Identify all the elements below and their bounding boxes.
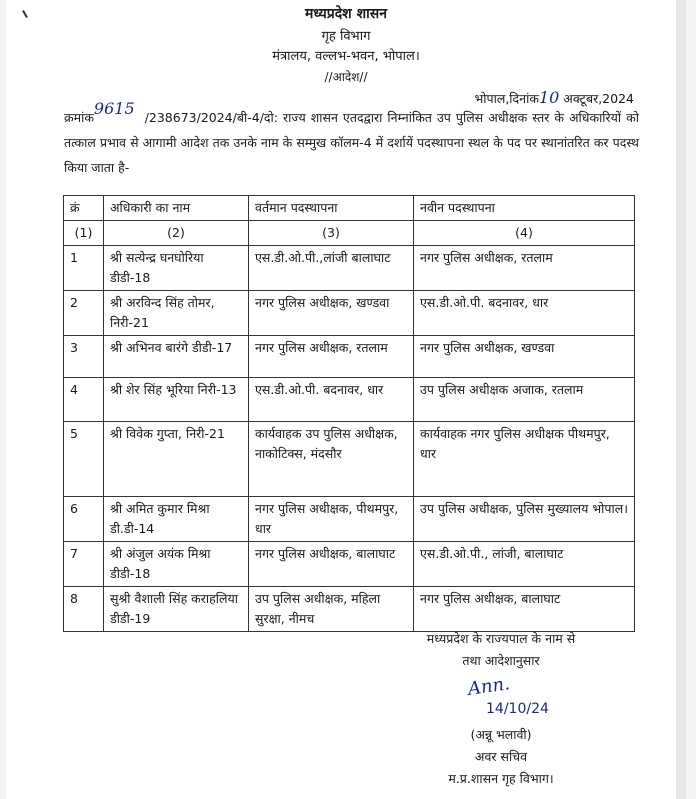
serial-cell: 4 xyxy=(64,378,104,422)
government-heading: मध्यप्रदेश शासन xyxy=(305,6,387,22)
date-prefix: भोपाल,दिनांक xyxy=(474,91,539,106)
address-heading: मंत्रालय, वल्लभ-भवन, भोपाल। xyxy=(272,49,420,64)
current-posting-cell: उप पुलिस अधीक्षक, महिला सुरक्षा, नीमच xyxy=(249,587,414,632)
officer-name-cell: श्री सत्येन्द्र घनघोरिया डीडी-18 xyxy=(104,246,249,291)
column-number-cell: (1) xyxy=(64,221,104,246)
officer-name-cell: श्री शेर सिंह भूरिया निरी-13 xyxy=(104,378,249,422)
current-posting-cell: नगर पुलिस अधीक्षक, बालाघाट xyxy=(249,542,414,587)
table-row xyxy=(64,542,635,587)
signature-scribble: Ann. xyxy=(466,673,512,700)
ref-prefix: क्रमांक xyxy=(64,110,94,125)
current-posting-cell: नगर पुलिस अधीक्षक, रतलाम xyxy=(249,336,414,378)
table-row xyxy=(64,291,635,336)
signature-date: 14/10/24 xyxy=(486,701,549,717)
new-posting-cell: उप पुलिस अधीक्षक अजाक, रतलाम xyxy=(414,378,635,422)
serial-cell: 1 xyxy=(64,246,104,291)
serial-cell: 3 xyxy=(64,336,104,378)
column-number-cell: (4) xyxy=(414,221,635,246)
serial-cell: 5 xyxy=(64,422,104,497)
order-title: //आदेश// xyxy=(324,70,368,84)
table-row xyxy=(64,378,635,422)
column-number-row xyxy=(64,221,635,246)
transfer-table xyxy=(63,195,635,632)
signatory-name: (अन्नू भलावी) xyxy=(470,727,532,742)
authority-line: मध्यप्रदेश के राज्यपाल के नाम से xyxy=(426,631,576,646)
table-row xyxy=(64,336,635,378)
officer-name-cell: श्री अरविन्द सिंह तोमर, निरी-21 xyxy=(104,291,249,336)
ref-number-handwritten: 9615 xyxy=(93,99,135,118)
column-number-cell: (2) xyxy=(104,221,249,246)
column-number-cell: (3) xyxy=(249,221,414,246)
new-posting-cell: एस.डी.ओ.पी., लांजी, बालाघाट xyxy=(414,542,635,587)
handwritten-signature xyxy=(386,672,616,724)
header-cell: क्रं xyxy=(64,196,104,221)
current-posting-cell: नगर पुलिस अधीक्षक, खण्डवा xyxy=(249,291,414,336)
scan-edge xyxy=(676,0,686,799)
department-heading: गृह विभाग xyxy=(321,29,371,44)
current-posting-cell: एस.डी.ओ.पी.,लांजी बालाघाट xyxy=(249,246,414,291)
new-posting-cell: उप पुलिस अधीक्षक, पुलिस मुख्यालय भोपाल। xyxy=(414,497,635,542)
serial-cell: 8 xyxy=(64,587,104,632)
header-cell: वर्तमान पदस्थापना xyxy=(249,196,414,221)
ref-text: /238673/2024/बी-4/दो: राज्य शासन एतदद्वारा निम्नांकित उप पुलिस अधीक्षक स्तर के अधिकारियों को तत्काल प्रभाव से आगामी आदेश तक उनके नाम के सम्मुख कॉलम-4 में दर्शायें पदस्थापना स्थल के पद पर स्थानांतरित कर पदस्थ किया जाता है- xyxy=(64,110,639,175)
table-row xyxy=(64,246,635,291)
signature-block xyxy=(386,628,616,790)
new-posting-cell: नगर पुलिस अधीक्षक, बालाघाट xyxy=(414,587,635,632)
new-posting-cell: नगर पुलिस अधीक्षक, खण्डवा xyxy=(414,336,635,378)
header-cell: अधिकारी का नाम xyxy=(104,196,249,221)
current-posting-cell: नगर पुलिस अधीक्षक, पीथमपुर, धार xyxy=(249,497,414,542)
serial-cell: 7 xyxy=(64,542,104,587)
table-row xyxy=(64,497,635,542)
table-header-row xyxy=(64,196,635,221)
header-cell: नवीन पदस्थापना xyxy=(414,196,635,221)
document-page xyxy=(6,0,686,799)
date-day-handwritten: 10 xyxy=(538,88,560,107)
current-posting-cell: एस.डी.ओ.पी. बदनावर, धार xyxy=(249,378,414,422)
authority-line-2: तथा आदेशानुसार xyxy=(462,653,540,668)
current-posting-cell: कार्यवाहक उप पुलिस अधीक्षक, नाकोटिक्स, मंदसौर xyxy=(249,422,414,497)
table-row xyxy=(64,587,635,632)
officer-name-cell: श्री विवेक गुप्ता, निरी-21 xyxy=(104,422,249,497)
date-suffix: अक्टूबर,2024 xyxy=(563,91,634,106)
officer-name-cell: सुश्री वैशाली सिंह कराहलिया डीडी-19 xyxy=(104,587,249,632)
officer-name-cell: श्री अभिनव बारंगे डीडी-17 xyxy=(104,336,249,378)
officer-name-cell: श्री अमित कुमार मिश्रा डी.डी-14 xyxy=(104,497,249,542)
order-paragraph xyxy=(64,99,639,180)
serial-cell: 6 xyxy=(64,497,104,542)
table-row xyxy=(64,422,635,497)
signatory-office: म.प्र.शासन गृह विभाग। xyxy=(448,771,554,786)
new-posting-cell: नगर पुलिस अधीक्षक, रतलाम xyxy=(414,246,635,291)
officer-name-cell: श्री अंजुल अयंक मिश्रा डीडी-18 xyxy=(104,542,249,587)
serial-cell: 2 xyxy=(64,291,104,336)
new-posting-cell: एस.डी.ओ.पी. बदनावर, धार xyxy=(414,291,635,336)
signatory-designation: अवर सचिव xyxy=(474,749,528,764)
new-posting-cell: कार्यवाहक नगर पुलिस अधीक्षक पीथमपुर, धार xyxy=(414,422,635,497)
